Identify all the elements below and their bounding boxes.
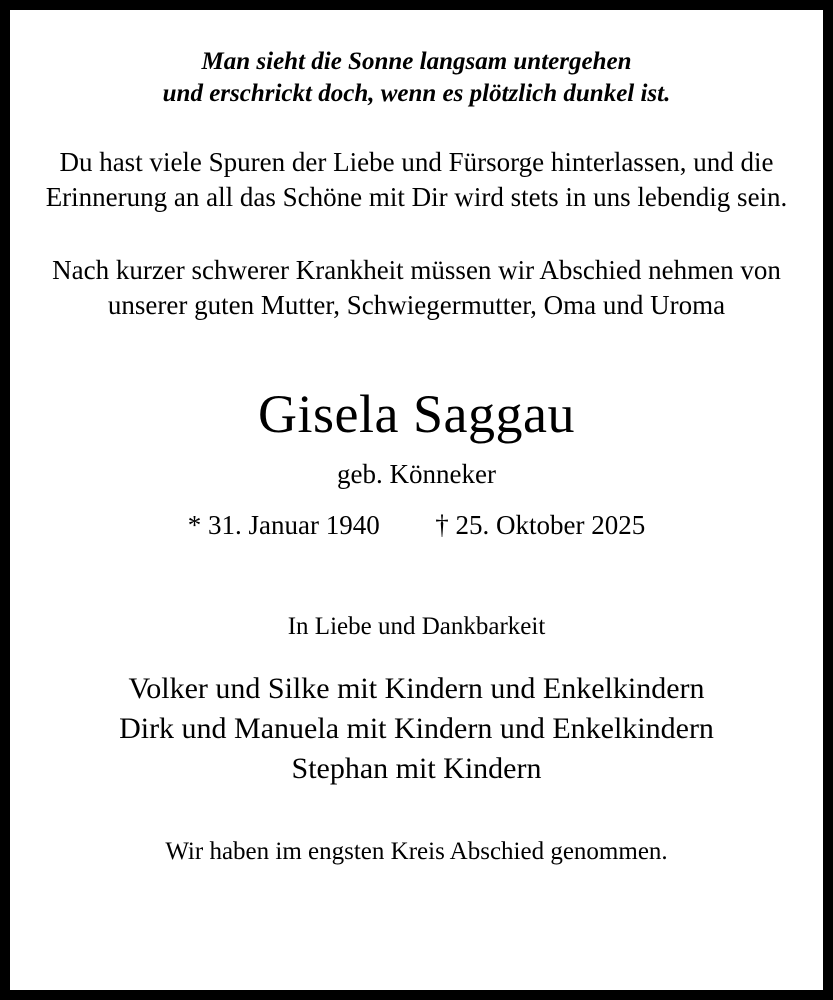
obituary-inner-border xyxy=(9,9,824,991)
paragraph-announcement: Nach kurzer schwerer Krankheit müssen wir Abschied nehmen von unserer guten Mutter, Schwiegermutter, Oma und Uroma xyxy=(52,255,781,321)
deceased-name: Gisela Saggau xyxy=(258,384,575,445)
verse-line-1: Man sieht die Sonne langsam untergehen xyxy=(201,48,632,75)
family-line-2: Dirk und Manuela mit Kindern und Enkelkindern xyxy=(119,711,714,745)
birth-date: 31. Januar 1940 xyxy=(208,509,380,540)
family-line-1: Volker und Silke mit Kindern und Enkelkindern xyxy=(128,671,705,705)
life-dates xyxy=(44,510,789,541)
tribute-line: In Liebe und Dankbarkeit xyxy=(287,612,546,640)
death-date: 25. Oktober 2025 xyxy=(455,509,646,540)
verse-block xyxy=(44,46,789,109)
death-symbol-cross-icon: † xyxy=(435,509,449,540)
paragraph-gratitude: Du hast viele Spuren der Liebe und Fürsorge hinterlassen, und die Erinnerung an all das Schöne mit Dir wird stets in uns lebendig sein. xyxy=(45,147,788,213)
closing-note: Wir haben im engsten Kreis Abschied genommen. xyxy=(165,838,668,866)
maiden-name: geb. Könneker xyxy=(337,458,496,489)
family-line-3: Stephan mit Kindern xyxy=(291,751,542,785)
birth-symbol-asterisk-icon: * xyxy=(187,509,202,540)
family-list xyxy=(44,669,789,789)
verse-line-2: und erschrickt doch, wenn es plötzlich dunkel ist. xyxy=(162,79,671,107)
